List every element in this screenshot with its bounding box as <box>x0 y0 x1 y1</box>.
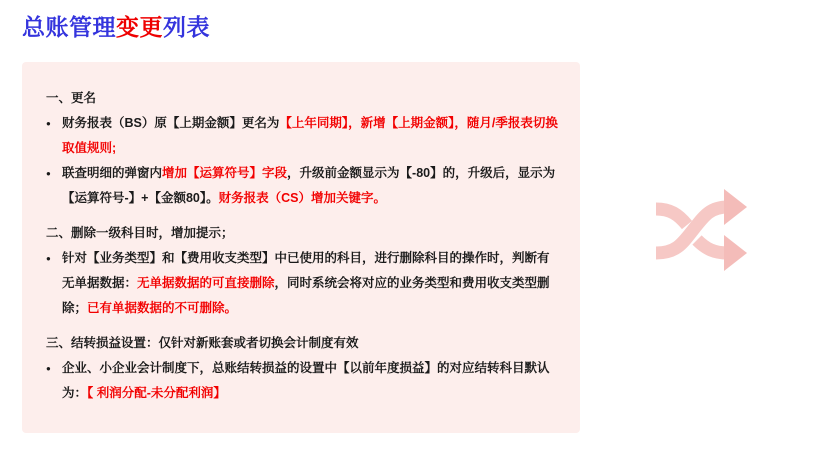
list-item <box>46 161 558 211</box>
bullet-icon: ● <box>46 254 51 263</box>
list-item-text: 联查明细的弹窗内增加【运算符号】字段，升级前金额显示为【-80】的，升级后，显示为【运算符号-】+【金额80】。财务报表（CS）增加关键字。 <box>62 166 556 205</box>
section-heading: 一、更名 <box>46 91 97 105</box>
shuffle-icon <box>652 183 748 275</box>
section-carryover-setting <box>46 331 558 406</box>
bullet-icon: ● <box>46 169 51 178</box>
list-item-text: 针对【业务类型】和【费用收支类型】中已使用的科目，进行删除科目的操作时，判断有无单据数据：无单据数据的可直接删除，同时系统会将对应的业务类型和费用收支类型删除；已有单据数据的不可删除。 <box>62 251 550 315</box>
page-title: 总账管理变更列表 <box>22 14 210 40</box>
list-item <box>46 246 558 321</box>
change-list-panel <box>22 62 580 433</box>
bullet-icon: ● <box>46 119 51 128</box>
section-heading: 二、删除一级科目时，增加提示； <box>46 226 234 240</box>
bullet-icon: ● <box>46 364 51 373</box>
list-item <box>46 356 558 406</box>
list-item <box>46 111 558 161</box>
section-heading: 三、结转损益设置：仅针对新账套或者切换会计制度有效 <box>46 336 359 350</box>
list-item-text: 企业、小企业会计制度下，总账结转损益的设置中【以前年度损益】的对应结转科目默认为：【 利润分配-未分配利润】 <box>62 361 550 400</box>
list-item-text: 财务报表（BS）原【上期金额】更名为【上年同期】，新增【上期金额】，随月/季报表切换取值规则; <box>62 116 558 155</box>
section-delete-subject <box>46 221 558 321</box>
section-rename <box>46 86 558 211</box>
